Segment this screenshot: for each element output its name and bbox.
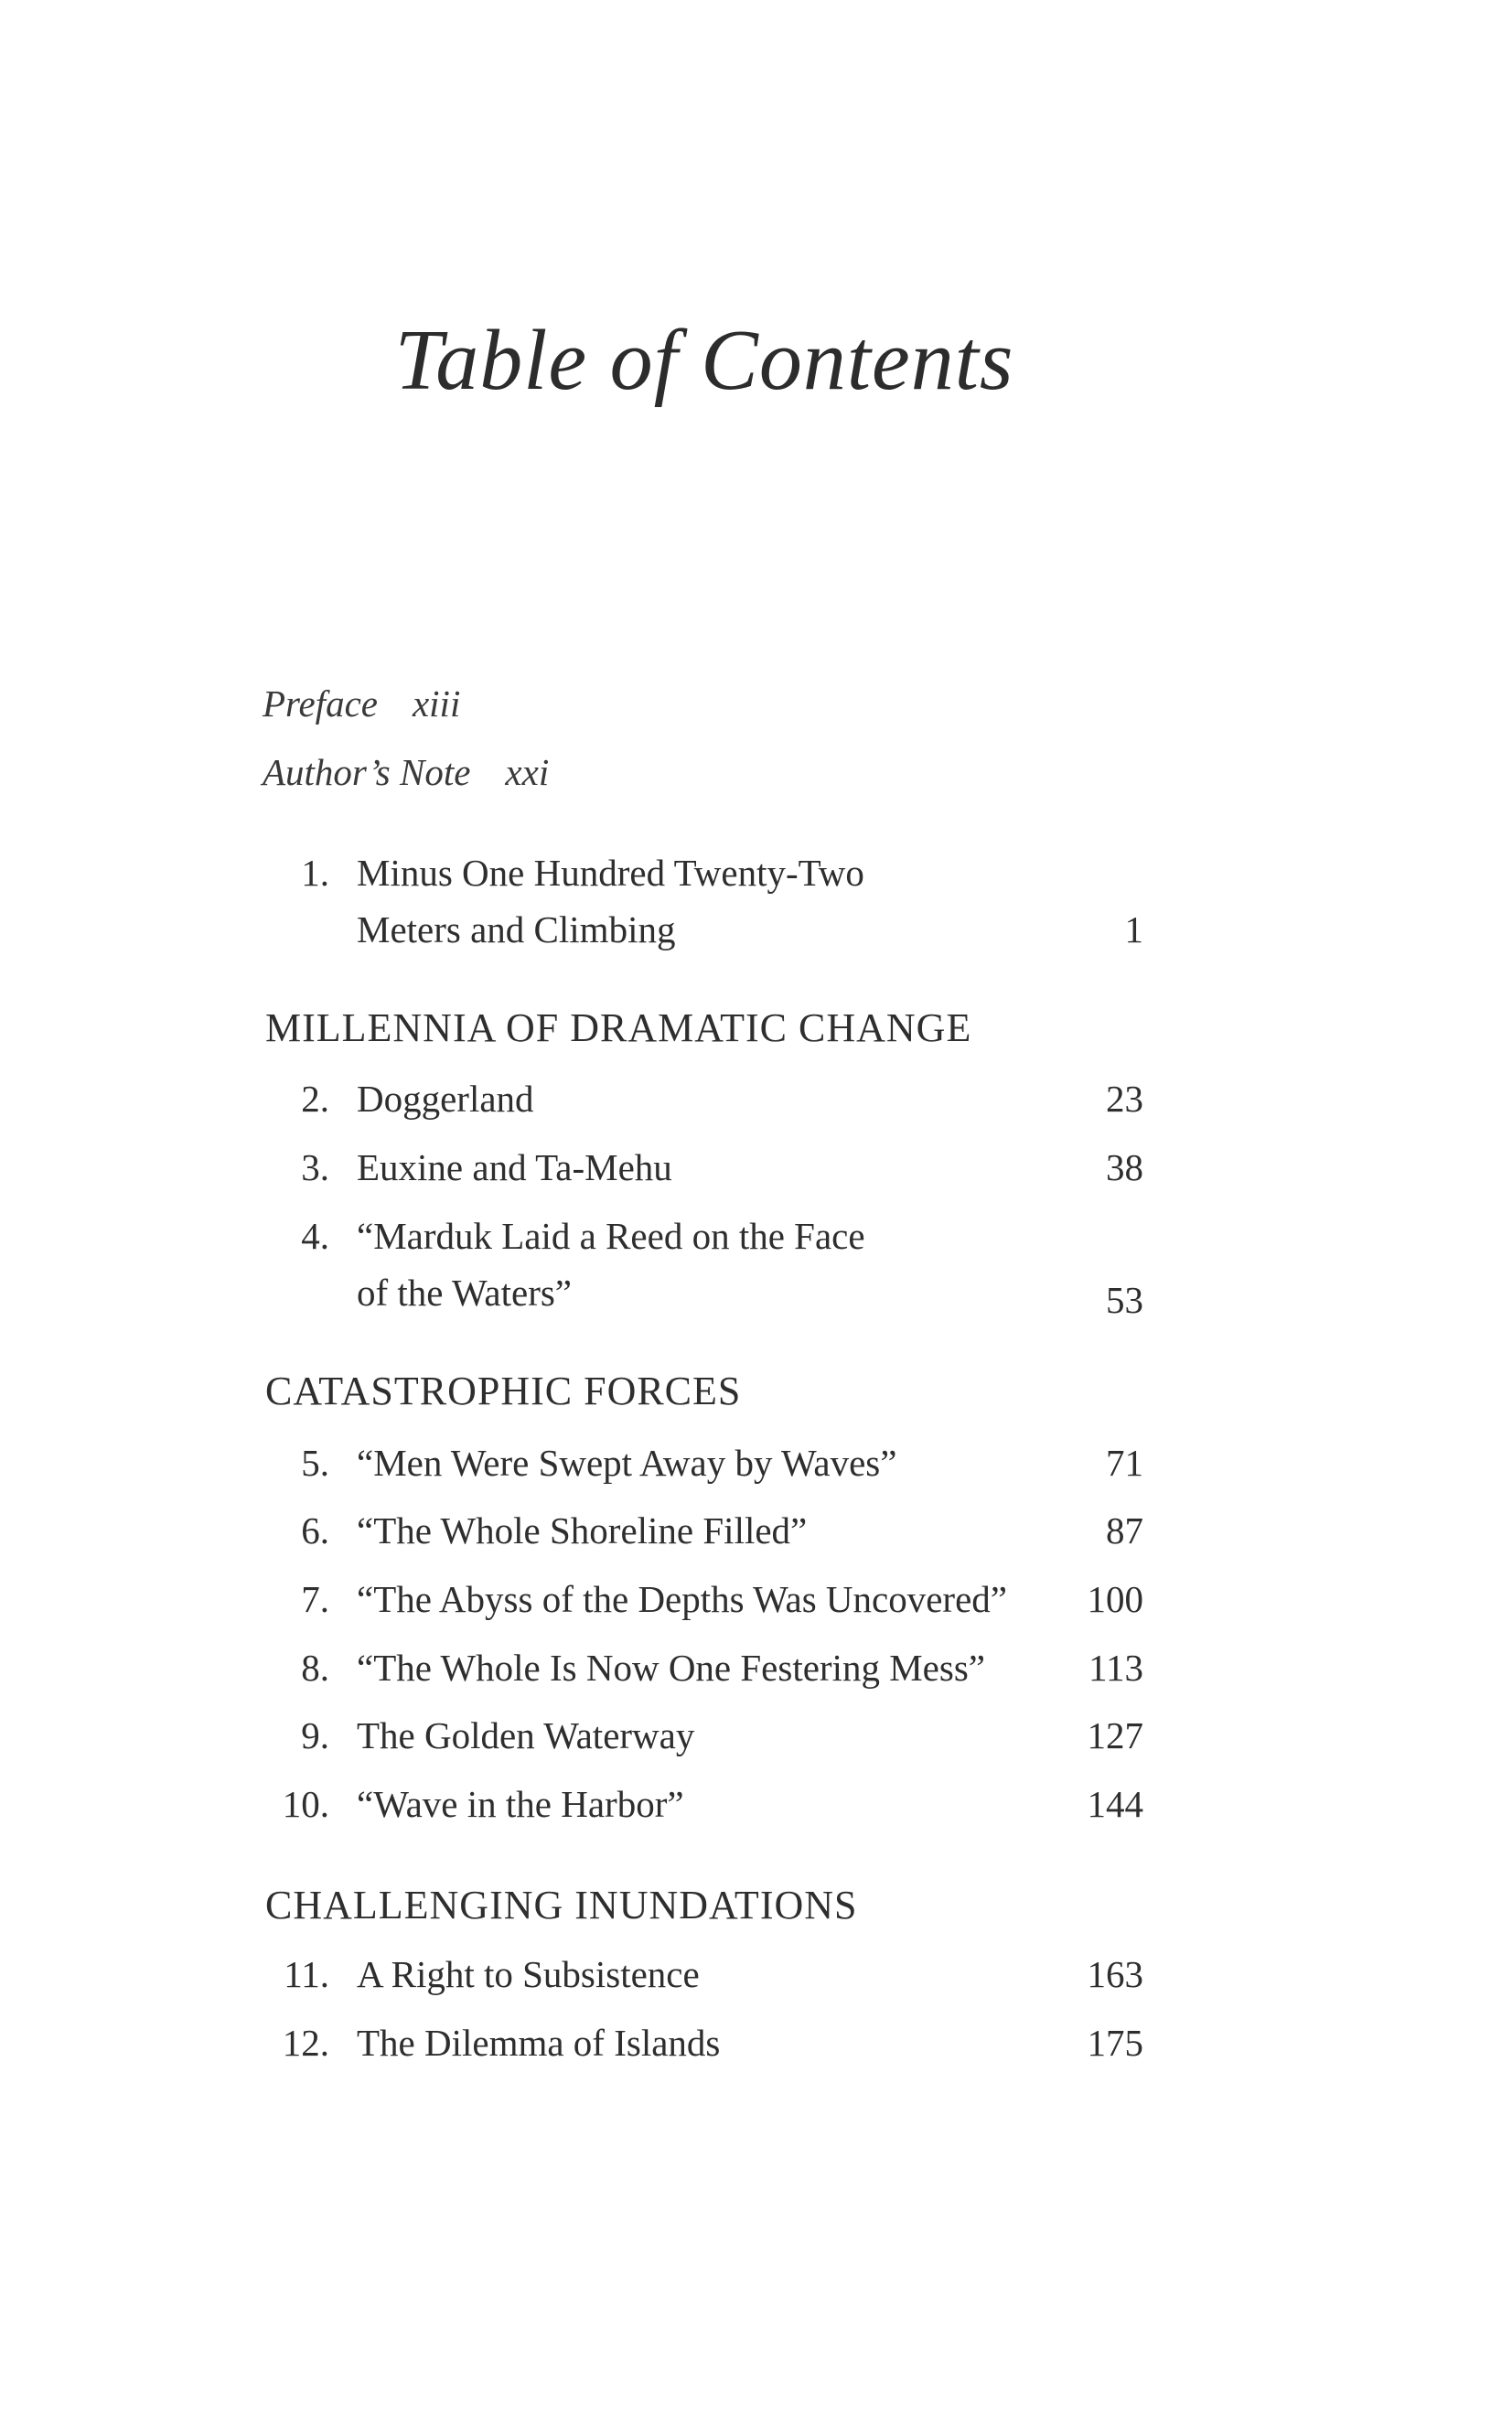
front-matter-authors-note[interactable]: [263, 750, 549, 794]
part-heading: CATASTROPHIC FORCES: [265, 1369, 742, 1413]
chapter-page: 53: [1106, 1279, 1143, 1321]
chapter-page: 175: [1087, 2022, 1143, 2064]
chapter-title-line-1: “The Whole Shoreline Filled”: [357, 1509, 808, 1552]
chapter-title-line-1: “Marduk Laid a Reed on the Face: [357, 1215, 865, 1257]
part-heading: MILLENNIA OF DRAMATIC CHANGE: [265, 1005, 972, 1050]
chapter-title-line-1: “The Whole Is Now One Festering Mess”: [357, 1647, 985, 1689]
chapter-title-line-1: Doggerland: [357, 1078, 534, 1120]
chapter-page: 113: [1088, 1647, 1143, 1689]
chapter-number: 2.: [301, 1078, 329, 1120]
toc-entry-chapter-5[interactable]: [265, 1441, 1143, 1491]
chapter-title-line-2: Meters and Climbing: [357, 908, 676, 950]
toc-entry-chapter-12[interactable]: [265, 2021, 1143, 2071]
chapter-number: 12.: [282, 2022, 329, 2064]
toc-entry-chapter-11[interactable]: [265, 1952, 1143, 2003]
front-matter-label: Preface: [263, 682, 378, 725]
toc-entry-chapter-7[interactable]: [265, 1577, 1143, 1627]
toc-entry-chapter-1[interactable]: [265, 851, 1143, 951]
chapter-number: 10.: [282, 1783, 329, 1825]
chapter-number: 11.: [284, 1953, 329, 1995]
chapter-title-line-1: “Men Were Swept Away by Waves”: [357, 1442, 897, 1484]
chapter-number: 7.: [301, 1578, 329, 1620]
chapter-title-line-2: of the Waters”: [357, 1272, 573, 1314]
chapter-page: 71: [1106, 1442, 1143, 1484]
toc-entry-chapter-6[interactable]: [265, 1509, 1143, 1559]
toc-entry-chapter-8[interactable]: [265, 1646, 1143, 1696]
front-matter-page: xxi: [505, 751, 550, 793]
toc-entry-chapter-4[interactable]: [265, 1214, 1143, 1321]
toc-entry-chapter-10[interactable]: [265, 1782, 1143, 1832]
chapter-page: 144: [1087, 1783, 1143, 1825]
chapter-title-line-1: The Golden Waterway: [357, 1714, 695, 1756]
front-matter-label: Author’s Note: [263, 751, 471, 793]
toc-entry-chapter-3[interactable]: [265, 1145, 1143, 1196]
chapter-number: 6.: [301, 1509, 329, 1552]
chapter-title-line-1: “Wave in the Harbor”: [357, 1783, 684, 1825]
chapter-title-line-1: “The Abyss of the Depths Was Uncovered”: [357, 1578, 1007, 1620]
chapter-title-line-1: Minus One Hundred Twenty-Two: [357, 852, 864, 894]
chapter-number: 1.: [301, 852, 329, 894]
chapter-number: 3.: [301, 1146, 329, 1188]
chapter-number: 8.: [301, 1647, 329, 1689]
chapter-page: 163: [1087, 1953, 1143, 1995]
front-matter-page: xiii: [412, 682, 461, 725]
page-title: Table of Contents: [394, 313, 1014, 408]
chapter-title-line-1: A Right to Subsistence: [357, 1953, 700, 1995]
front-matter-preface[interactable]: [263, 682, 460, 725]
chapter-page: 127: [1087, 1714, 1143, 1756]
chapter-page: 87: [1106, 1509, 1143, 1552]
toc-entry-chapter-2[interactable]: [265, 1077, 1143, 1127]
chapter-number: 4.: [301, 1215, 329, 1257]
chapter-page: 38: [1106, 1146, 1143, 1188]
toc-entry-chapter-9[interactable]: [265, 1713, 1143, 1764]
chapter-number: 9.: [301, 1714, 329, 1756]
chapter-page: 100: [1087, 1578, 1143, 1620]
chapter-title-line-1: Euxine and Ta-Mehu: [357, 1146, 672, 1188]
part-heading: CHALLENGING INUNDATIONS: [265, 1883, 858, 1927]
chapter-number: 5.: [301, 1442, 329, 1484]
chapter-page: 1: [1124, 908, 1143, 950]
chapter-page: 23: [1106, 1078, 1143, 1120]
chapter-title-line-1: The Dilemma of Islands: [357, 2022, 721, 2064]
